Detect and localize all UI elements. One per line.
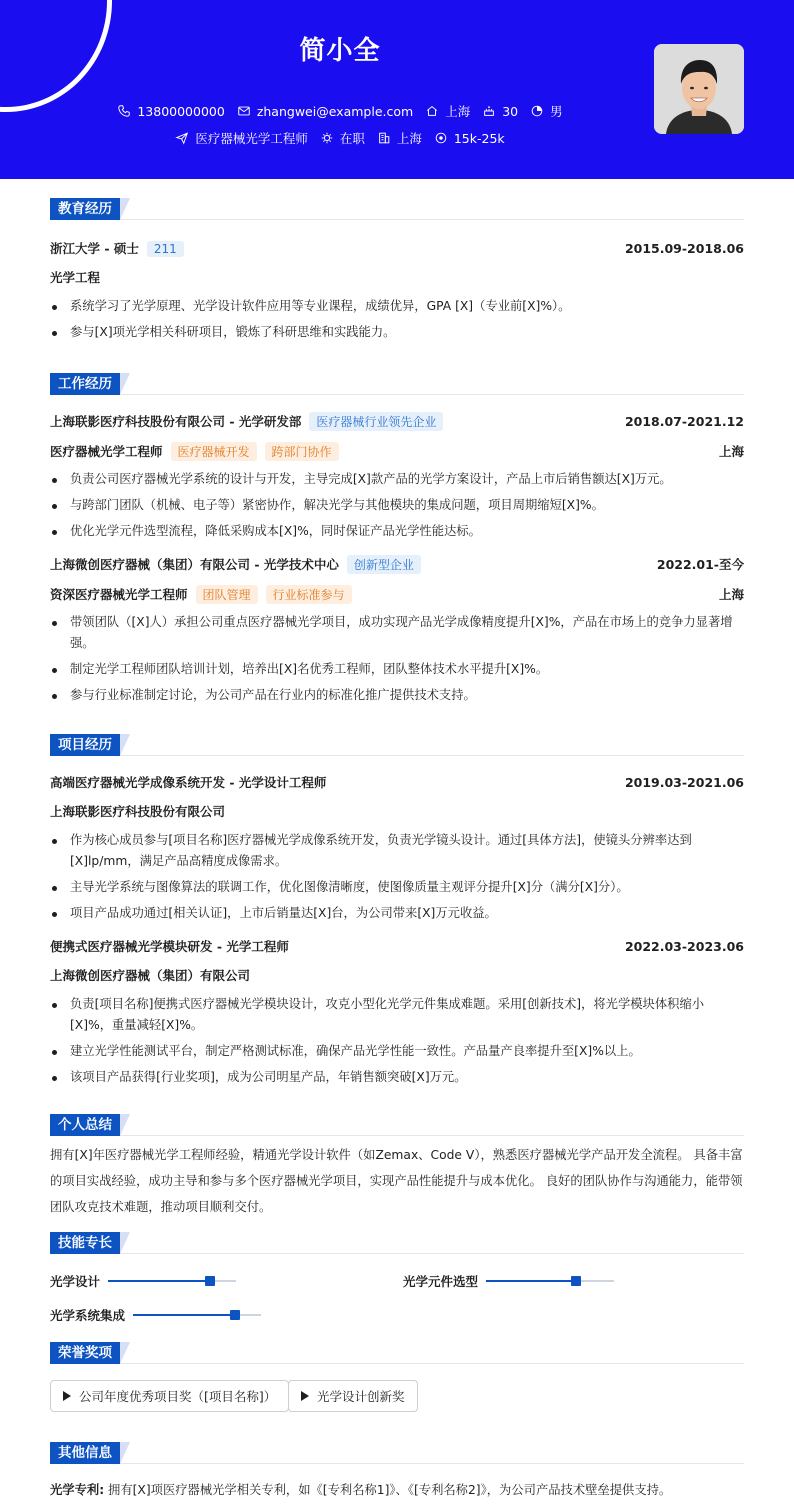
list-item: 负责[项目名称]便携式医疗器械光学模块设计，攻克小型化光学元件集成难题。采用[创新技术]，将光学模块体积缩小[X]%，重量减轻[X]%。	[50, 994, 744, 1036]
salary-icon	[434, 131, 448, 145]
status-icon	[320, 131, 334, 145]
work-bullets	[50, 612, 744, 706]
list-item: 参与行业标准制定讨论，为公司产品在行业内的标准化推广提供技术支持。	[50, 685, 744, 706]
company-tag: 医疗器械行业领先企业	[309, 412, 443, 431]
work-company-line	[50, 554, 744, 574]
company-name: 上海联影医疗科技股份有限公司 - 光学研发部	[50, 413, 302, 429]
list-item: 该项目产品获得[行业奖项]，成为公司明星产品，年销售额突破[X]万元。	[50, 1067, 744, 1088]
skill-item	[403, 1272, 614, 1290]
school-tag: 211	[147, 241, 184, 257]
work-location: 上海	[718, 587, 744, 602]
skill-level-fill	[108, 1280, 210, 1282]
mail-icon	[237, 104, 251, 118]
list-item: 带领团队（[X]人）承担公司重点医疗器械光学项目，成功实现产品光学成像精度提升[X]%，产品在市场上的竞争力显著增强。	[50, 612, 744, 654]
education-bullets	[50, 296, 744, 343]
section-title-education: 教育经历	[50, 198, 120, 220]
gender-info	[530, 102, 563, 120]
phone-text: 13800000000	[137, 103, 225, 119]
work-company-line	[50, 411, 744, 431]
skill-level-bar	[486, 1280, 614, 1282]
play-icon	[63, 1391, 71, 1401]
list-item: 负责公司医疗器械光学系统的设计与开发，主导完成[X]款产品的光学方案设计，产品上市后销售额达[X]万元。	[50, 469, 744, 490]
summary-section-header	[50, 1114, 744, 1136]
list-item: 主导光学系统与图像算法的联调工作，优化图像清晰度，使图像质量主观评分提升[X]分（满分[X]分）。	[50, 877, 744, 898]
other-section-header	[50, 1442, 744, 1464]
email-text: zhangwei@example.com	[256, 103, 414, 119]
project-date: 2019.03-2021.06	[624, 774, 744, 790]
salary-text: 15k-25k	[453, 130, 505, 146]
other-label: 光学专利:	[50, 1483, 105, 1497]
role-tag: 行业标准参与	[266, 585, 352, 604]
section-title-projects: 项目经历	[50, 734, 120, 756]
gender-icon	[530, 104, 544, 118]
profile-photo	[654, 44, 744, 134]
city-text: 上海	[445, 104, 471, 119]
summary-text: 拥有[X]年医疗器械光学工程师经验，精通光学设计软件（如Zemax、Code V），熟悉医疗器械光学产品开发全流程。 具备丰富的项目实战经验，成功主导和参与多个医疗器械光学项目，实现产品性能提升与成本优化。 良好的团队协作与沟通能力，能带领团队攻克技术难题，推动项目顺利交付。	[50, 1148, 743, 1214]
home-icon	[425, 104, 439, 118]
work-location: 上海	[718, 444, 744, 459]
list-item: 制定光学工程师团队培训计划，培养出[X]名优秀工程师，团队整体技术水平提升[X]%。	[50, 659, 744, 680]
project-title: 高端医疗器械光学成像系统开发 - 光学设计工程师	[50, 775, 327, 790]
company-name: 上海微创医疗器械（集团）有限公司 - 光学技术中心	[50, 556, 339, 572]
award-name: 光学设计创新奖	[317, 1389, 405, 1404]
education-date: 2015.09-2018.06	[624, 240, 744, 256]
work-date: 2018.07-2021.12	[624, 413, 744, 429]
gender-text: 男	[550, 104, 563, 119]
resume-content	[50, 198, 744, 1500]
section-title-awards: 荣誉奖项	[50, 1342, 120, 1364]
education-major: 光学工程	[50, 270, 101, 285]
status-text: 在职	[339, 131, 365, 146]
skill-level-bar	[133, 1314, 261, 1316]
education-section-header	[50, 198, 744, 220]
building-icon	[377, 131, 391, 145]
position-text: 医疗器械光学工程师	[195, 131, 308, 146]
project-title-line	[50, 936, 744, 956]
school-line	[50, 239, 184, 257]
project-company: 上海微创医疗器械（集团）有限公司	[50, 968, 251, 983]
list-item: 项目产品成功通过[相关认证]，上市后销量达[X]台，为公司带来[X]万元收益。	[50, 903, 744, 924]
list-item: 作为核心成员参与[项目名称]医疗器械光学成像系统开发，负责光学镜头设计。通过[具体方法]，使镜头分辨率达到[X]lp/mm，满足产品高精度成像需求。	[50, 830, 744, 872]
send-icon	[175, 131, 189, 145]
work-role-line	[50, 584, 744, 604]
projects-section-header	[50, 734, 744, 756]
list-item: 参与[X]项光学相关科研项目，锻炼了科研思维和实践能力。	[50, 322, 744, 343]
work-section-header	[50, 373, 744, 395]
section-title-other: 其他信息	[50, 1442, 120, 1464]
skill-level-knob	[571, 1276, 581, 1286]
age-text: 30	[502, 103, 519, 119]
city-info	[425, 102, 470, 120]
company-tag: 创新型企业	[347, 555, 421, 574]
award-name: 公司年度优秀项目奖（[项目名称]）	[79, 1389, 277, 1404]
candidate-name: 简小全	[299, 36, 381, 66]
skill-level-fill	[486, 1280, 576, 1282]
project-company: 上海联影医疗科技股份有限公司	[50, 804, 226, 819]
project-bullets	[50, 994, 744, 1088]
skill-name: 光学设计	[50, 1274, 101, 1289]
section-title-skills: 技能专长	[50, 1232, 120, 1254]
award-item	[288, 1380, 418, 1412]
role-title: 资深医疗器械光学工程师	[50, 586, 188, 602]
role-tag: 团队管理	[196, 585, 258, 604]
other-info-line	[50, 1480, 744, 1500]
skill-item	[50, 1306, 261, 1324]
role-tag: 医疗器械开发	[171, 442, 257, 461]
section-title-summary: 个人总结	[50, 1114, 120, 1136]
school-name: 浙江大学 - 硕士	[50, 241, 139, 256]
skill-level-knob	[230, 1310, 240, 1320]
age-info	[482, 104, 518, 119]
resume-header	[0, 0, 794, 179]
section-title-work: 工作经历	[50, 373, 120, 395]
education-header-line	[50, 238, 744, 258]
skill-name: 光学系统集成	[50, 1308, 126, 1323]
age-icon	[482, 104, 496, 118]
project-bullets	[50, 830, 744, 924]
skill-item	[50, 1272, 236, 1290]
award-item	[50, 1380, 289, 1412]
awards-section-header	[50, 1342, 744, 1364]
skill-level-bar	[108, 1280, 236, 1282]
list-item: 与跨部门团队（机械、电子等）紧密协作，解决光学与其他模块的集成问题，项目周期缩短[X]%。	[50, 495, 744, 516]
awards-area	[50, 1364, 744, 1426]
list-item: 建立光学性能测试平台，制定严格测试标准，确保产品光学性能一致性。产品量产良率提升至[X]%以上。	[50, 1041, 744, 1062]
skill-name: 光学元件选型	[403, 1274, 479, 1289]
work-city-info	[377, 129, 422, 147]
position-info	[175, 129, 308, 147]
job-intention-row	[0, 129, 680, 147]
project-title-line	[50, 772, 744, 792]
skill-level-fill	[133, 1314, 235, 1316]
email-info	[237, 104, 413, 119]
phone-icon	[117, 104, 131, 118]
skills-area	[50, 1254, 744, 1330]
list-item: 系统学习了光学原理、光学设计软件应用等专业课程，成绩优异，GPA [X]（专业前[X]%）。	[50, 296, 744, 317]
status-info	[320, 129, 365, 147]
skills-section-header	[50, 1232, 744, 1254]
phone-info	[117, 104, 224, 119]
work-date: 2022.01-至今	[656, 557, 744, 572]
work-role-line	[50, 441, 744, 461]
other-text: 拥有[X]项医疗器械光学相关专利，如《[专利名称1]》、《[专利名称2]》，为公司产品技术壁垒提供支持。	[108, 1483, 672, 1497]
contact-row	[0, 102, 680, 120]
work-city-text: 上海	[396, 131, 422, 146]
project-title: 便携式医疗器械光学模块研发 - 光学工程师	[50, 939, 289, 954]
list-item: 优化光学元件选型流程，降低采购成本[X]%，同时保证产品光学性能达标。	[50, 521, 744, 542]
project-date: 2022.03-2023.06	[624, 938, 744, 954]
role-title: 医疗器械光学工程师	[50, 443, 163, 459]
role-tag: 跨部门协作	[265, 442, 339, 461]
salary-info	[434, 131, 505, 146]
play-icon	[301, 1391, 309, 1401]
skill-level-knob	[205, 1276, 215, 1286]
work-bullets	[50, 469, 744, 542]
